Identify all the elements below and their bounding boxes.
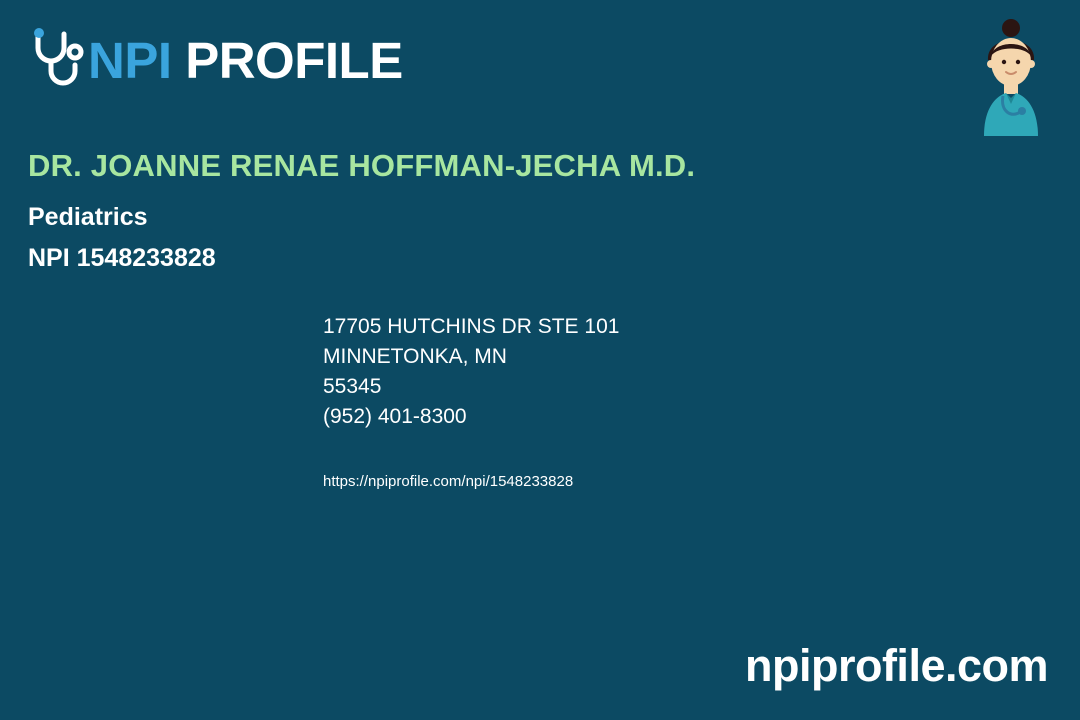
- brand-logo: [28, 24, 403, 96]
- phone-number: (952) 401-8300: [323, 405, 467, 428]
- address-block: [323, 312, 619, 432]
- brand-title-npi: NPI: [88, 31, 172, 89]
- address-line-zip: 55345: [323, 375, 382, 398]
- doctor-name: DR. JOANNE RENAE HOFFMAN-JECHA M.D.: [28, 148, 696, 183]
- address-line-street: 17705 HUTCHINS DR STE 101: [323, 315, 620, 338]
- brand-title-profile: PROFILE: [171, 31, 403, 89]
- doctor-avatar-icon: [970, 16, 1052, 136]
- stethoscope-icon: [28, 28, 84, 92]
- address-line-city-state: MINNETONKA, MN: [323, 345, 507, 368]
- npi-number: NPI 1548233828: [28, 244, 216, 272]
- specialty: Pediatrics: [28, 203, 148, 231]
- brand-title: [88, 31, 403, 89]
- footer-domain: npiprofile.com: [744, 640, 1048, 691]
- profile-url[interactable]: https://npiprofile.com/npi/1548233828: [323, 473, 574, 490]
